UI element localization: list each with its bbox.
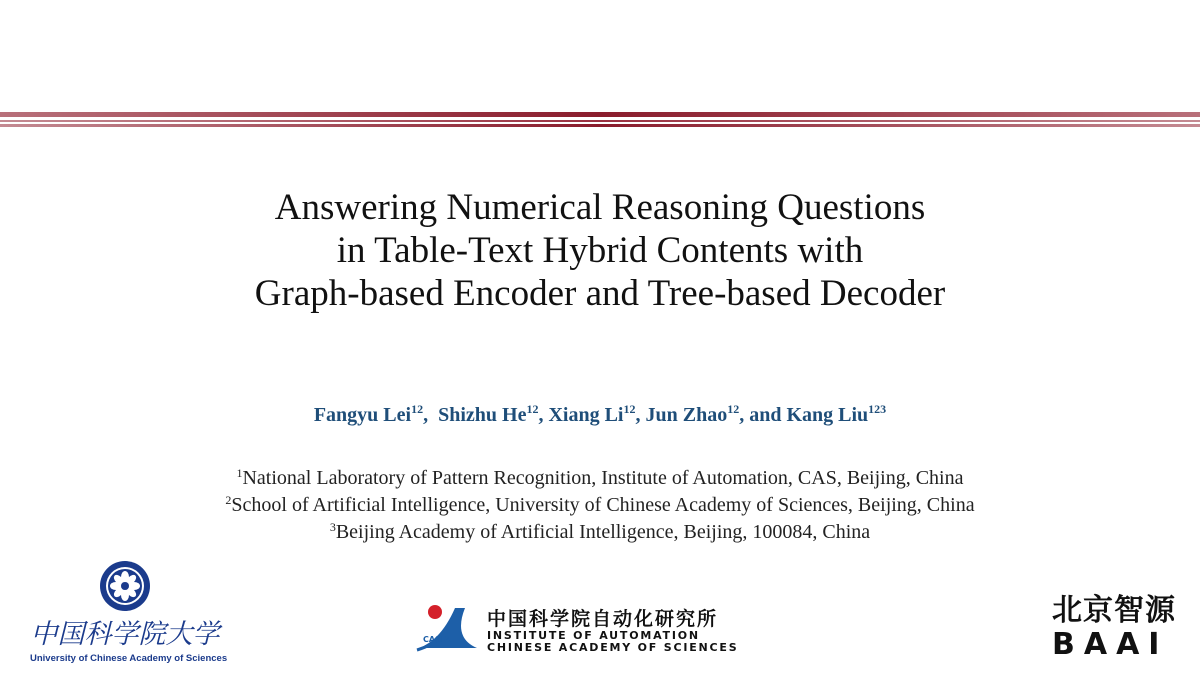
affiliation-text: National Laboratory of Pattern Recognition, Institute of Automation, CAS, Beijing, China	[242, 467, 964, 489]
affiliation-line	[0, 492, 1200, 519]
header-rule	[0, 112, 1200, 128]
header-rule-bottom	[0, 124, 1200, 127]
title-line-1: Answering Numerical Reasoning Questions	[274, 187, 926, 228]
author-name: and Kang Liu	[749, 404, 869, 426]
ucas-chinese-name: 中国科学院大学	[30, 619, 220, 650]
affiliation-text: School of Artificial Intelligence, University of Chinese Academy of Sciences, Beijing, China	[231, 494, 975, 516]
affiliation-sup: 2	[225, 493, 232, 507]
casia-mark-icon	[415, 602, 483, 654]
author-affil-sup: 12	[411, 402, 424, 416]
author-sep: ,	[739, 404, 750, 426]
ucas-english-name: University of Chinese Academy of Sciences	[30, 653, 228, 664]
author-affil-sup: 12	[727, 402, 740, 416]
ucas-emblem-icon	[99, 560, 151, 612]
author-name: Jun Zhao	[645, 404, 728, 426]
affiliation-list	[0, 465, 1200, 546]
author-name: Xiang Li	[548, 404, 624, 426]
casia-english-line-2: CHINESE ACADEMY OF SCIENCES	[487, 641, 739, 654]
header-rule-thick	[0, 112, 1200, 117]
ucas-logo	[30, 560, 228, 668]
baai-chinese-name: 北京智源	[1052, 593, 1176, 628]
affiliation-sup: 3	[329, 520, 336, 534]
affiliation-text: Beijing Academy of Artificial Intelligence, Beijing, 100084, China	[335, 521, 871, 543]
author-list	[0, 404, 1200, 427]
affiliation-line	[0, 519, 1200, 546]
author-affil-sup: 123	[868, 402, 887, 416]
author-sep: ,	[635, 404, 646, 426]
casia-english-line-1: INSTITUTE OF AUTOMATION	[487, 629, 700, 642]
author-name: Fangyu Lei	[313, 404, 412, 426]
author-sep: ,	[538, 404, 549, 426]
author-affil-sup: 12	[526, 402, 539, 416]
author-sep: ,	[423, 404, 439, 426]
casia-logo	[415, 600, 785, 660]
author-name: Shizhu He	[438, 404, 527, 426]
affiliation-line	[0, 465, 1200, 492]
casia-mark-text: CASIA	[423, 635, 450, 644]
author-affil-sup: 12	[623, 402, 636, 416]
title-line-2: in Table-Text Hybrid Contents with	[336, 230, 864, 271]
paper-title	[0, 186, 1200, 315]
casia-chinese-name: 中国科学院自动化研究所	[487, 608, 719, 630]
header-rule-thin	[0, 120, 1200, 122]
baai-english-name: BAAI	[1052, 627, 1169, 662]
affiliation-sup: 1	[236, 466, 243, 480]
baai-logo	[1052, 595, 1192, 665]
title-line-3: Graph-based Encoder and Tree-based Decoder	[254, 273, 946, 314]
